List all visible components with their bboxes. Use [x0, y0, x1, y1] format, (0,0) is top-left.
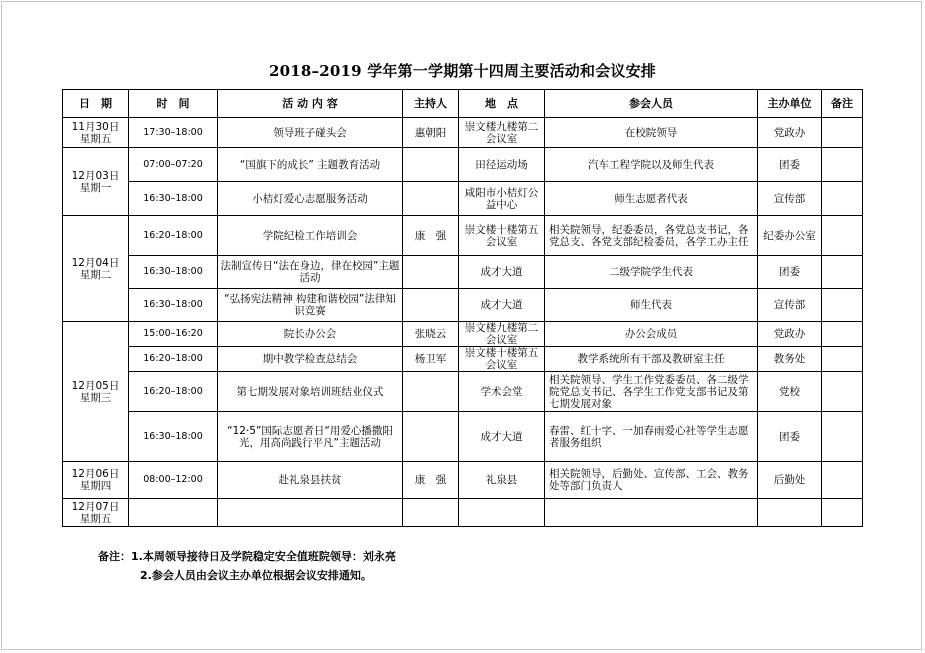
host-cell: [403, 412, 459, 462]
place-cell: 崇文楼九楼第二会议室: [459, 118, 545, 148]
note-cell: [822, 289, 863, 322]
place-cell: 田径运动场: [459, 148, 545, 182]
attendees-cell: 汽车工程学院以及师生代表: [545, 148, 758, 182]
time-cell: 07:00–07:20: [129, 148, 218, 182]
activity-cell: 法制宣传日“法在身边，律在校园”主题活动: [218, 256, 403, 289]
attendees-cell: 春雷、红十字、一加春雨爱心社等学生志愿者服务组织: [545, 412, 758, 462]
host-cell: [403, 182, 459, 216]
table-row: [63, 322, 863, 347]
activity-cell: 院长办公会: [218, 322, 403, 347]
time-cell: 17:30–18:00: [129, 118, 218, 148]
date-cell: 12月04日 星期二: [63, 216, 129, 322]
date-cell: 12月03日 星期一: [63, 148, 129, 216]
table-row: [63, 372, 863, 412]
header-date: 日 期: [63, 90, 129, 118]
table-row: [63, 256, 863, 289]
note-cell: [822, 256, 863, 289]
time-cell: 16:20–18:00: [129, 347, 218, 372]
date-cell: 11月30日 星期五: [63, 118, 129, 148]
header-note: 备注: [822, 90, 863, 118]
table-row: [63, 118, 863, 148]
attendees-cell: 相关院领导，纪委委员，各党总支书记，各党总支、各党支部纪检委员，各学工办主任: [545, 216, 758, 256]
date-cell: 12月06日 星期四: [63, 462, 129, 499]
table-row: [63, 216, 863, 256]
place-cell: 成才大道: [459, 256, 545, 289]
host-cell: 康 强: [403, 216, 459, 256]
table-row: [63, 289, 863, 322]
attendees-cell: 师生代表: [545, 289, 758, 322]
organizer-cell: 宣传部: [758, 182, 822, 216]
activity-cell: 领导班子碰头会: [218, 118, 403, 148]
header-place: 地 点: [459, 90, 545, 118]
time-cell: 16:30–18:00: [129, 412, 218, 462]
organizer-cell: [758, 499, 822, 527]
place-cell: 成才大道: [459, 289, 545, 322]
header-host: 主持人: [403, 90, 459, 118]
note-cell: [822, 412, 863, 462]
activity-cell: “12·5”国际志愿者日“用爱心播撒阳光，用高尚践行平凡”主题活动: [218, 412, 403, 462]
header-organizer: 主办单位: [758, 90, 822, 118]
time-cell: 16:20–18:00: [129, 216, 218, 256]
note-cell: [822, 118, 863, 148]
organizer-cell: 团委: [758, 412, 822, 462]
place-cell: 礼泉县: [459, 462, 545, 499]
header-time: 时 间: [129, 90, 218, 118]
note-cell: [822, 322, 863, 347]
time-cell: 16:20–18:00: [129, 372, 218, 412]
host-cell: 惠朝阳: [403, 118, 459, 148]
page-title: 2018–2019 学年第一学期第十四周主要活动和会议安排: [268, 62, 657, 80]
organizer-cell: 团委: [758, 148, 822, 182]
table-row: [63, 412, 863, 462]
table-row: [63, 182, 863, 216]
activity-cell: [218, 499, 403, 527]
time-cell: 16:30–18:00: [129, 256, 218, 289]
place-cell: 崇文楼十楼第五会议室: [459, 347, 545, 372]
attendees-cell: 办公会成员: [545, 322, 758, 347]
attendees-cell: 二级学院学生代表: [545, 256, 758, 289]
organizer-cell: 团委: [758, 256, 822, 289]
host-cell: [403, 289, 459, 322]
place-cell: [459, 499, 545, 527]
time-cell: [129, 499, 218, 527]
place-cell: 成才大道: [459, 412, 545, 462]
host-cell: 张晓云: [403, 322, 459, 347]
date-cell: 12月07日 星期五: [63, 499, 129, 527]
host-cell: [403, 256, 459, 289]
organizer-cell: 教务处: [758, 347, 822, 372]
host-cell: 杨卫军: [403, 347, 459, 372]
header-row: [63, 90, 863, 118]
time-cell: 08:00–12:00: [129, 462, 218, 499]
host-cell: 康 强: [403, 462, 459, 499]
note-cell: [822, 372, 863, 412]
note-cell: [822, 347, 863, 372]
schedule-table: [62, 89, 863, 527]
host-cell: [403, 499, 459, 527]
table-row: [63, 499, 863, 527]
activity-cell: “弘扬宪法精神 构建和谐校园”法律知识竞赛: [218, 289, 403, 322]
organizer-cell: 党校: [758, 372, 822, 412]
organizer-cell: 党政办: [758, 322, 822, 347]
organizer-cell: 党政办: [758, 118, 822, 148]
time-cell: 16:30–18:00: [129, 289, 218, 322]
organizer-cell: 宣传部: [758, 289, 822, 322]
note-cell: [822, 182, 863, 216]
table-row: [63, 148, 863, 182]
host-cell: [403, 372, 459, 412]
organizer-cell: 后勤处: [758, 462, 822, 499]
attendees-cell: [545, 499, 758, 527]
place-cell: 崇文楼十楼第五会议室: [459, 216, 545, 256]
activity-cell: 小桔灯爱心志愿服务活动: [218, 182, 403, 216]
host-cell: [403, 148, 459, 182]
activity-cell: 赴礼泉县扶贫: [218, 462, 403, 499]
attendees-cell: 师生志愿者代表: [545, 182, 758, 216]
activity-cell: 第七期发展对象培训班结业仪式: [218, 372, 403, 412]
activity-cell: 学院纪检工作培训会: [218, 216, 403, 256]
time-cell: 15:00–16:20: [129, 322, 218, 347]
footnotes: [98, 547, 396, 585]
place-cell: 咸阳市小桔灯公益中心: [459, 182, 545, 216]
attendees-cell: 在校院领导: [545, 118, 758, 148]
note-cell: [822, 462, 863, 499]
table-row: [63, 347, 863, 372]
time-cell: 16:30–18:00: [129, 182, 218, 216]
note-cell: [822, 216, 863, 256]
attendees-cell: 相关院领导、学生工作党委委员、各二级学院党总支书记、各学生工作党支部书记及第七期发展对象: [545, 372, 758, 412]
header-activity: 活 动 内 容: [218, 90, 403, 118]
date-cell: 12月05日 星期三: [63, 322, 129, 462]
place-cell: 崇文楼九楼第二会议室: [459, 322, 545, 347]
organizer-cell: 纪委办公室: [758, 216, 822, 256]
attendees-cell: 相关院领导，后勤处、宣传部、工会、教务处等部门负责人: [545, 462, 758, 499]
note-cell: [822, 148, 863, 182]
header-attendees: 参会人员: [545, 90, 758, 118]
table-row: [63, 462, 863, 499]
attendees-cell: 教学系统所有干部及教研室主任: [545, 347, 758, 372]
footnote-line-2: 2.参会人员由会议主办单位根据会议安排通知。: [140, 569, 372, 582]
activity-cell: “国旗下的成长” 主题教育活动: [218, 148, 403, 182]
activity-cell: 期中教学检查总结会: [218, 347, 403, 372]
footnote-line-1: 备注：1.本周领导接待日及学院稳定安全值班院领导：刘永亮: [98, 550, 396, 563]
place-cell: 学术会堂: [459, 372, 545, 412]
note-cell: [822, 499, 863, 527]
